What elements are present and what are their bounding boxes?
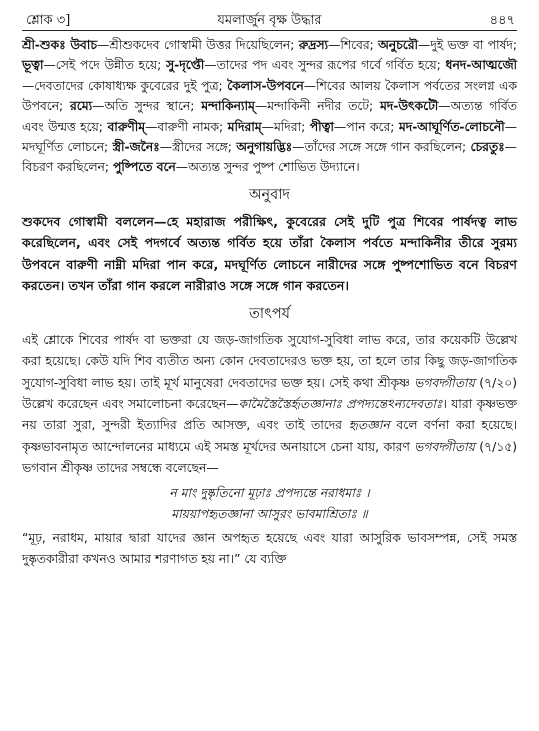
purport-text: এই শ্লোকে শিবের পার্ষদ বা ভক্তরা যে জড়-জাগতিক সুযোগ-সুবিধা লাভ করে, তার কয়েকটি উল্লেখ করা হয়েছে। কেউ যদি শিব ব্যতীত অন্য কোন দেবতাদেরও ভক্ত হয়, তা হলে তার কিছু জড়-জাগতিক সুযোগ-সুবিধা লাভ হয়। তাই মূর্খ মানুষেরা দেবতাদের ভক্ত হয়। সেই কথা শ্রীকৃষ্ণ bbox=[22, 332, 517, 390]
sanskrit-quote-inline: কামৈস্তৈস্তৈর্হৃতজ্ঞানাঃ প্রপদ্যন্তেঽন্যদেবতাঃ bbox=[238, 397, 443, 412]
purport-paragraph bbox=[22, 330, 517, 480]
gloss-term: রম্যে bbox=[70, 99, 93, 114]
purport-text: (৭/১৫) ভগবান শ্রীকৃষ্ণ তাদের সম্বন্ধে বলেছেন— bbox=[22, 439, 517, 476]
gloss-meaning: বিচরণ করছিলেন; bbox=[22, 160, 110, 175]
gloss-meaning: বারুণী নামক; bbox=[157, 119, 224, 134]
gloss-term: স্ত্রী-জনৈঃ bbox=[112, 140, 160, 155]
header-page-number: ৪৪৭ bbox=[489, 13, 515, 28]
gloss-meaning: শিবের আলয় কৈলাস পর্বতের সংলগ্ন এক উপবনে; bbox=[22, 78, 517, 114]
purport-text: । যারা কৃষ্ণভক্ত নয় তারা সুরা, সুন্দরী ইত্যাদির প্রতি আসক্ত, এবং তাই তাদের bbox=[22, 397, 517, 433]
gloss-term: চেরতুঃ bbox=[470, 140, 505, 155]
translation-heading: অনুবাদ bbox=[248, 186, 291, 203]
gloss-meaning: শ্রীশুকদেব গোস্বামী উত্তর দিয়েছিলেন; bbox=[109, 38, 295, 52]
gloss-term: বারুণীম্ bbox=[107, 119, 146, 134]
gloss-meaning: অতি সুন্দর স্থানে; bbox=[104, 99, 195, 114]
gloss-meaning: তাদের পদ এবং সুন্দর রূপের গর্বে গর্বিত হয়ে; bbox=[216, 58, 441, 73]
gloss-meaning: অত্যন্ত সুন্দর পুষ্প শোভিত উদ্যানে। bbox=[188, 160, 360, 175]
gloss-meaning: মন্দাকিনী নদীর তটে; bbox=[267, 99, 374, 114]
gloss-term: মদিরাম্ bbox=[227, 119, 262, 134]
gloss-meaning: মদিরা; bbox=[273, 119, 306, 134]
gloss-meaning: পান করে; bbox=[346, 119, 395, 134]
gloss-meaning: দুই ভক্ত বা পার্ষদ; bbox=[430, 38, 517, 52]
gloss-meaning: শিবের; bbox=[340, 38, 374, 52]
purport-heading: তাৎপর্য bbox=[248, 305, 291, 322]
gloss-meaning: মদঘূর্ণিত লোচনে; bbox=[22, 140, 109, 155]
gita-verse bbox=[22, 483, 517, 525]
header-chapter-title: যমলার্জুন বৃক্ষ উদ্ধার bbox=[217, 13, 322, 28]
gloss-term: রুদ্রস্য bbox=[298, 38, 329, 52]
verse-translation-quote: “মূঢ়, নরাধম, মায়ার দ্বারা যাদের জ্ঞান অপহৃত হয়েছে এবং যারা আসুরিক ভাবসম্পন্ন, সেই সমস্ত দুষ্কৃতকারীরা কখনও আমার শরণাগত হয় না।” যে ব্যক্তি bbox=[22, 530, 517, 567]
book-title-gita: ভগবদ্গীতায় bbox=[414, 375, 475, 390]
header-verse-ref: শ্লোক ৩] bbox=[26, 13, 71, 28]
gloss-meaning: তাঁদের সঙ্গে সঙ্গে গান করছিলেন; bbox=[304, 140, 467, 155]
translation-text: শুকদেব গোস্বামী বললেন—হে মহারাজ পরীক্ষিৎ, কুবেরের সেই দুটি পুত্র শিবের পার্ষদত্ব লাভ করেছিলেন, এবং সেই পদগর্বে অত্যন্ত গর্বিত হয়ে তাঁরা কৈলাস পর্বতে মন্দাকিনীর তীরে সুরম্য উপবনে বারুণী নাম্নী মদিরা পান করে, মদঘূর্ণিত লোচনে নারীদের সঙ্গে পুষ্পশোভিত বনে বিচরণ করতেন। তখন তাঁরা গান করলে নারীরাও সঙ্গে সঙ্গে গান করতেন। bbox=[22, 213, 517, 294]
gloss-term: মন্দাকিন্যাম্ bbox=[201, 99, 255, 114]
purport-text: (৭/২০) উল্লেখ করেছেন এবং সমালোচনা করেছেন— bbox=[22, 375, 518, 412]
sanskrit-term: হৃতজ্ঞান bbox=[348, 418, 390, 433]
verse-line: ন মাং দুষ্কৃতিনো মূঢ়াঃ প্রপদ্যন্তে নরাধমাঃ । bbox=[169, 485, 370, 500]
gloss-meaning: সেই পদে উন্নীত হয়ে; bbox=[55, 58, 162, 73]
gloss-term: পীত্বা bbox=[309, 119, 334, 134]
gloss-term: শ্রী-শুকঃ উবাচ bbox=[22, 38, 97, 52]
gloss-term: কৈলাস-উপবনে bbox=[227, 78, 304, 93]
gloss-meaning: অত্যন্ত গর্বিত এবং উন্মত্ত হয়ে; bbox=[22, 99, 517, 134]
gloss-term: ধনদ-আত্মজৌ bbox=[445, 58, 517, 73]
gloss-meaning: দেবতাদের কোষাধ্যক্ষ কুবেরের দুই পুত্র; bbox=[34, 78, 223, 93]
gloss-term: মদ-আঘূর্ণিত-লোচনৌ bbox=[398, 119, 505, 134]
gloss-term: পুষ্পিতে বনে bbox=[112, 160, 176, 175]
running-header bbox=[22, 8, 517, 31]
purport-text: বলে বর্ণনা করা হয়েছে। কৃষ্ণভাবনামৃত আন্দোলনের মাধ্যমে এই সমস্ত মূর্খদের অনায়াসে চেনা যায়, কারণ bbox=[22, 418, 517, 454]
verse-line: মায়য়াপহৃতজ্ঞানা আসুরং ভাবমাশ্রিতাঃ ॥ bbox=[171, 506, 368, 521]
book-title-gita: ভগবদ্গীতায় bbox=[414, 439, 475, 454]
gloss-term: মদ-উৎকটৌ bbox=[379, 99, 439, 114]
gloss-term: অনুগায়দ্ভিঃ bbox=[236, 140, 293, 155]
gloss-term: অনুচরৌ bbox=[378, 38, 419, 52]
word-for-word-glossary: শ্রী-শুকঃ উবাচ—শ্রীশুকদেব গোস্বামী উত্তর দিয়েছিলেন; রুদ্রস্য—শিবের; অনুচরৌ—দুই ভক্ত বা পার্ষদ; ভূত্বা—সেই পদে উন্নীত হয়ে; সু-দৃপ্তৌ—তাদের পদ এবং সুন্দর রূপের গর্বে গর্বিত হয়ে; ধনদ-আত্মজৌ—দেবতাদের কোষাধ্যক্ষ কুবেরের দুই পুত্র; কৈলাস-উপবনে—শিবের আলয় কৈলাস পর্বতের সংলগ্ন এক উপবনে; রম্যে—অতি সুন্দর স্থানে; মন্দাকিন্যাম্—মন্দাকিনী নদীর তটে; মদ-উৎকটৌ—অত্যন্ত গর্বিত এবং উন্মত্ত হয়ে; বারুণীম্—বারুণী নামক; মদিরাম্—মদিরা; পীত্বা—পান করে; মদ-আঘূর্ণিত-লোচনৌ—মদঘূর্ণিত লোচনে; স্ত্রী-জনৈঃ—স্ত্রীদের সঙ্গে; অনুগায়দ্ভিঃ—তাঁদের সঙ্গে সঙ্গে গান করছিলেন; চেরতুঃ—বিচরণ করছিলেন; পুষ্পিতে বনে—অত্যন্ত সুন্দর পুষ্প শোভিত উদ্যানে। bbox=[22, 38, 517, 175]
gloss-term: সু-দৃপ্তৌ bbox=[166, 58, 205, 73]
gloss-meaning: স্ত্রীদের সঙ্গে; bbox=[171, 140, 232, 155]
gloss-term: ভূত্বা bbox=[22, 58, 44, 73]
